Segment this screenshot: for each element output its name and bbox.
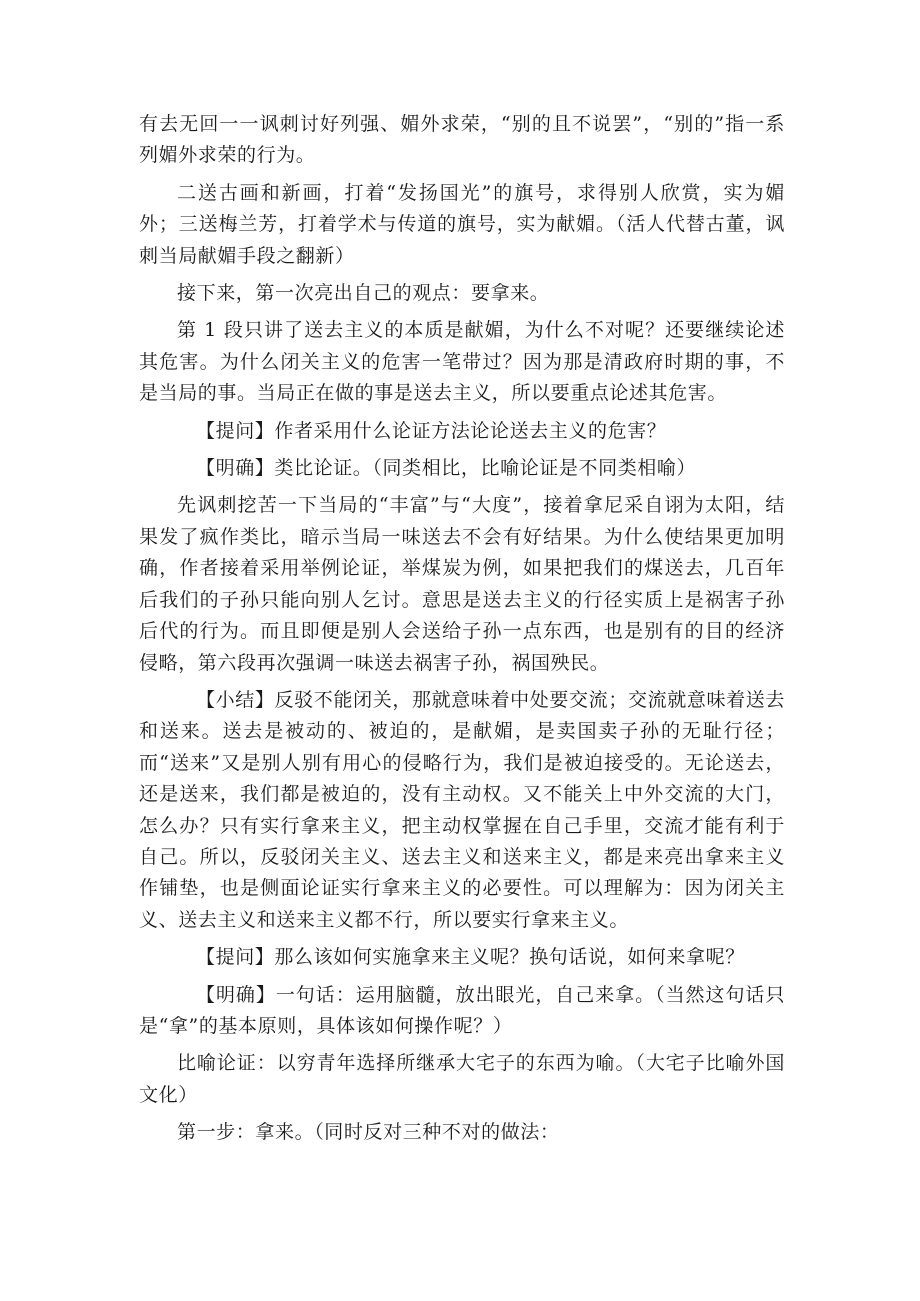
paragraph-question-1: 【提问】作者采用什么论证方法论论送去主义的危害？ <box>196 419 667 442</box>
paragraph-question-2: 【提问】那么该如何实施拿来主义呢？换句话说，如何来拿呢？ <box>196 946 745 969</box>
paragraph-5: 先讽刺挖苦一下当局的“丰富”与“大度”，接着拿尼采自诩为太阳，结果发了疯作类比，暗示当局一味送去不会有好结果。为什么使结果更加明确，作者接着采用举例论证，举煤炭为例，如果把我们的煤送去，几百年后我们的子孙只能向别人乞讨。意思是送去主义的行径实质上是祸害子孙后代的行为。而且即便是别人会送给子孙一点东西，也是别有的目的经济侵略，第六段再次强调一味送去祸害子孙，祸国殃民。 <box>139 494 785 674</box>
paragraph-answer-1: 【明确】类比论证。（同类相比，比喻论证是不同类相喻） <box>196 457 697 480</box>
paragraph-6: 比喻论证：以穷青年选择所继承大宅子的东西为喻。（大宅子比喻外国文化） <box>139 1052 785 1106</box>
paragraph-answer-2: 【明确】一句话：运用脑髓，放出眼光，自己来拿。（当然这句话只是“拿”的基本原则，具体该如何操作呢？） <box>139 983 785 1037</box>
paragraph-4: 第 1 段只讲了送去主义的本质是献媚，为什么不对呢？还要继续论述其危害。为什么闭关主义的危害一笔带过？因为那是清政府时期的事，不是当局的事。当局正在做的事是送去主义，所以要重点论述其危害。 <box>139 319 785 405</box>
paragraph-2: 二送古画和新画，打着“发扬国光”的旗号，求得别人欣赏，实为媚外；三送梅兰芳，打着学术与传道的旗号，实为献媚。（活人代替古董，讽刺当局献媚手段之翻新） <box>139 181 785 267</box>
paragraph-1: 有去无回一一讽刺讨好列强、媚外求荣，“别的且不说罢”，“别的”指一系列媚外求荣的行为。 <box>139 113 785 167</box>
paragraph-7: 第一步：拿来。（同时反对三种不对的做法： <box>177 1121 560 1144</box>
paragraph-3: 接下来，第一次亮出自己的观点：要拿来。 <box>177 282 550 305</box>
document-body <box>139 109 785 1155</box>
paragraph-summary: 【小结】反驳不能闭关，那就意味着中处要交流；交流就意味着送去和送来。送去是被动的、被迫的，是献媚，是卖国卖子孙的无耻行径；而“送来”又是别人别有用心的侵略行为，我们是被迫接受的。无论送去，还是送来，我们都是被迫的，没有主动权。又不能关上中外交流的大门，怎么办？只有实行拿来主义，把主动权掌握在自己手里，交流才能有利于自己。所以，反驳闭关主义、送去主义和送来主义，都是来亮出拿来主义作铺垫，也是侧面论证实行拿来主义的必要性。可以理解为：因为闭关主义、送去主义和送来主义都不行，所以要实行拿来主义。 <box>139 688 785 931</box>
